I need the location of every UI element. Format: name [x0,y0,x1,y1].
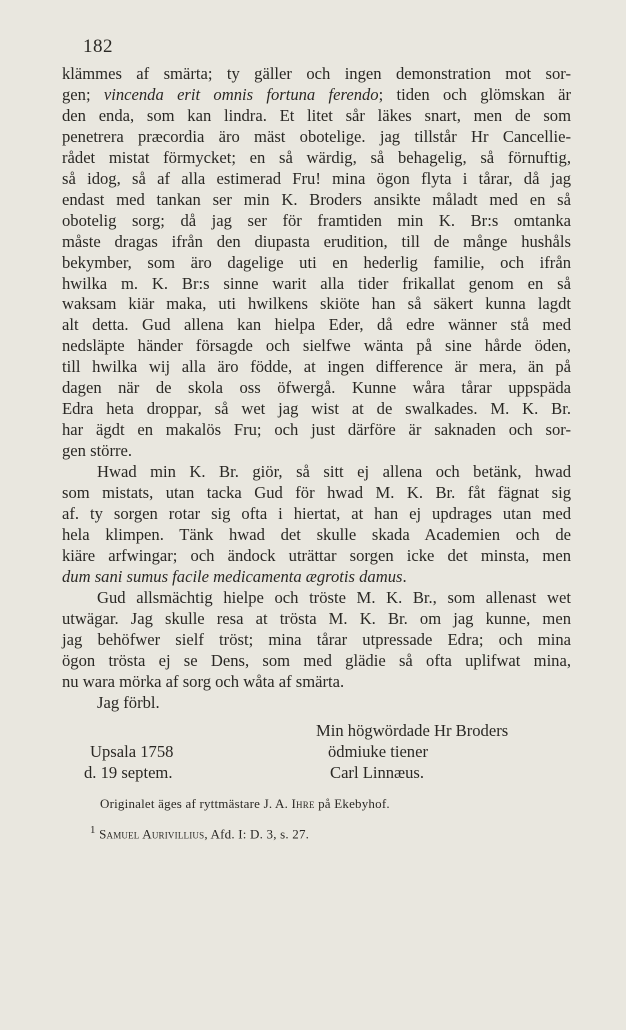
text-line: till hwilka wij alla äro födde, at ingen difference är mera, än på [62,357,571,377]
text-line: måste dragas ifrån den diupasta erudition, till de månge hushåls [62,231,571,251]
text-line [62,85,571,106]
text-line: Jag förbl. [97,692,160,712]
text-line: obotelig sorg; då jag ser för framtiden min K. Br:s omtanka [62,210,571,230]
text-line: dagen när de skola oss öfwergå. Kunne wåra tårar uppspäda [62,378,571,398]
text-line: rådet mistat förmycket; en så wärdig, så behagelig, så förnuftig, [62,147,571,167]
text-line: den enda, som kan lindra. Et litet sår läkes snart, men de som [62,105,571,125]
footnote-marker: 1 [90,824,96,836]
italic-phrase: dum sani sumus facile medicamenta ægrotis damus [62,566,403,586]
date: d. 19 septem. [84,763,173,782]
text-line: gen större. [62,441,133,461]
text-line [62,567,571,588]
text-segment: . [402,566,407,586]
text-line: som mistats, utan tacka Gud för hwad M. K. Br. fåt fägnat sig [62,483,571,503]
signatory-name: Carl Linnæus. [330,763,425,782]
text-line: har ägdt en makalös Fru; och just därföre är saknaden och sor- [62,420,571,440]
footnote-author: Samuel Aurivillius [99,826,205,842]
text-line: hwilka m. K. Br:s sinne warit alla tider frikallat genom en så [62,273,571,293]
text-segment: gen; [62,84,104,104]
text-line: hela klimpen. Tänk hwad det skulle skada Academien och de [62,524,571,544]
signature-block [62,720,571,783]
text-line: penetrera præcordia äro mäst obotelige. jag tillstår Hr Cancellie- [62,126,571,146]
text-line: utwägar. Jag skulle resa at trösta M. K. Br. om jag kunne, men [62,608,571,628]
text-line: Edra heta droppar, så wet jag wist at de swalkades. M. K. Br. [62,399,571,419]
text-line: waksam kiär maka, uti hwilkens skiöte han så säkert kunna lagdt [62,294,571,314]
text-line: alt detta. Gud allena kan hielpa Eder, då edre wänner stå med [62,315,571,335]
text-line: Hwad min K. Br. giör, så sitt ej allena och betänk, hwad [97,462,571,482]
text-line: nedsläpte händer försagde och sielfwe wänta på sine hårde öden, [62,336,571,356]
text-line: endast med tankan ser min K. Broders ansikte måladt med en så [62,189,571,209]
source-note [100,796,390,812]
source-note-owner: Ihre [291,796,315,811]
text-line: ögon trösta ej se Dens, som med glädie så ofta uplifwat mina, [62,650,571,670]
text-segment: ; tiden och glömskan är [378,84,571,104]
footnote-ref: , Afd. I: D. 3, s. 27. [204,826,310,842]
salutation: Min högwördade Hr Broders [316,721,509,740]
text-line: bekymber, som äro dagelige uti en hederlig familie, och ifrån [62,252,571,272]
source-note-suffix: på Ekebyhof. [314,796,390,811]
page-number: 182 [83,36,113,57]
text-line: af. ty sorgen rotar sig ofta i hiertat, at han ej updrages utan med [62,504,571,524]
footnote [90,824,309,842]
place: Upsala 1758 [90,742,174,761]
source-note-prefix: Originalet äges af ryttmästare J. A. [100,796,292,811]
text-line: kiäre arfwingar; och ändock uträttar sorgen icke det minsta, men [62,545,571,565]
text-line: så idog, så af alla estimerad Fru! mina ögon flyta i tårar, då jag [62,168,571,188]
italic-phrase: vincenda erit omnis fortuna ferendo [103,84,379,104]
text-line: jag behöfwer sielf tröst; mina tårar utpressade Edra; och mina [62,629,571,649]
text-line: Gud allsmächtig hielpe och tröste M. K. Br., som allenast wet [97,587,571,607]
text-line: klämmes af smärta; ty gäller och ingen demonstration mot sor- [62,64,571,83]
letter-body [62,64,571,714]
text-line: nu wara mörka af sorg och wåta af smärta. [62,671,345,691]
closing: ödmiuke tiener [328,742,428,761]
